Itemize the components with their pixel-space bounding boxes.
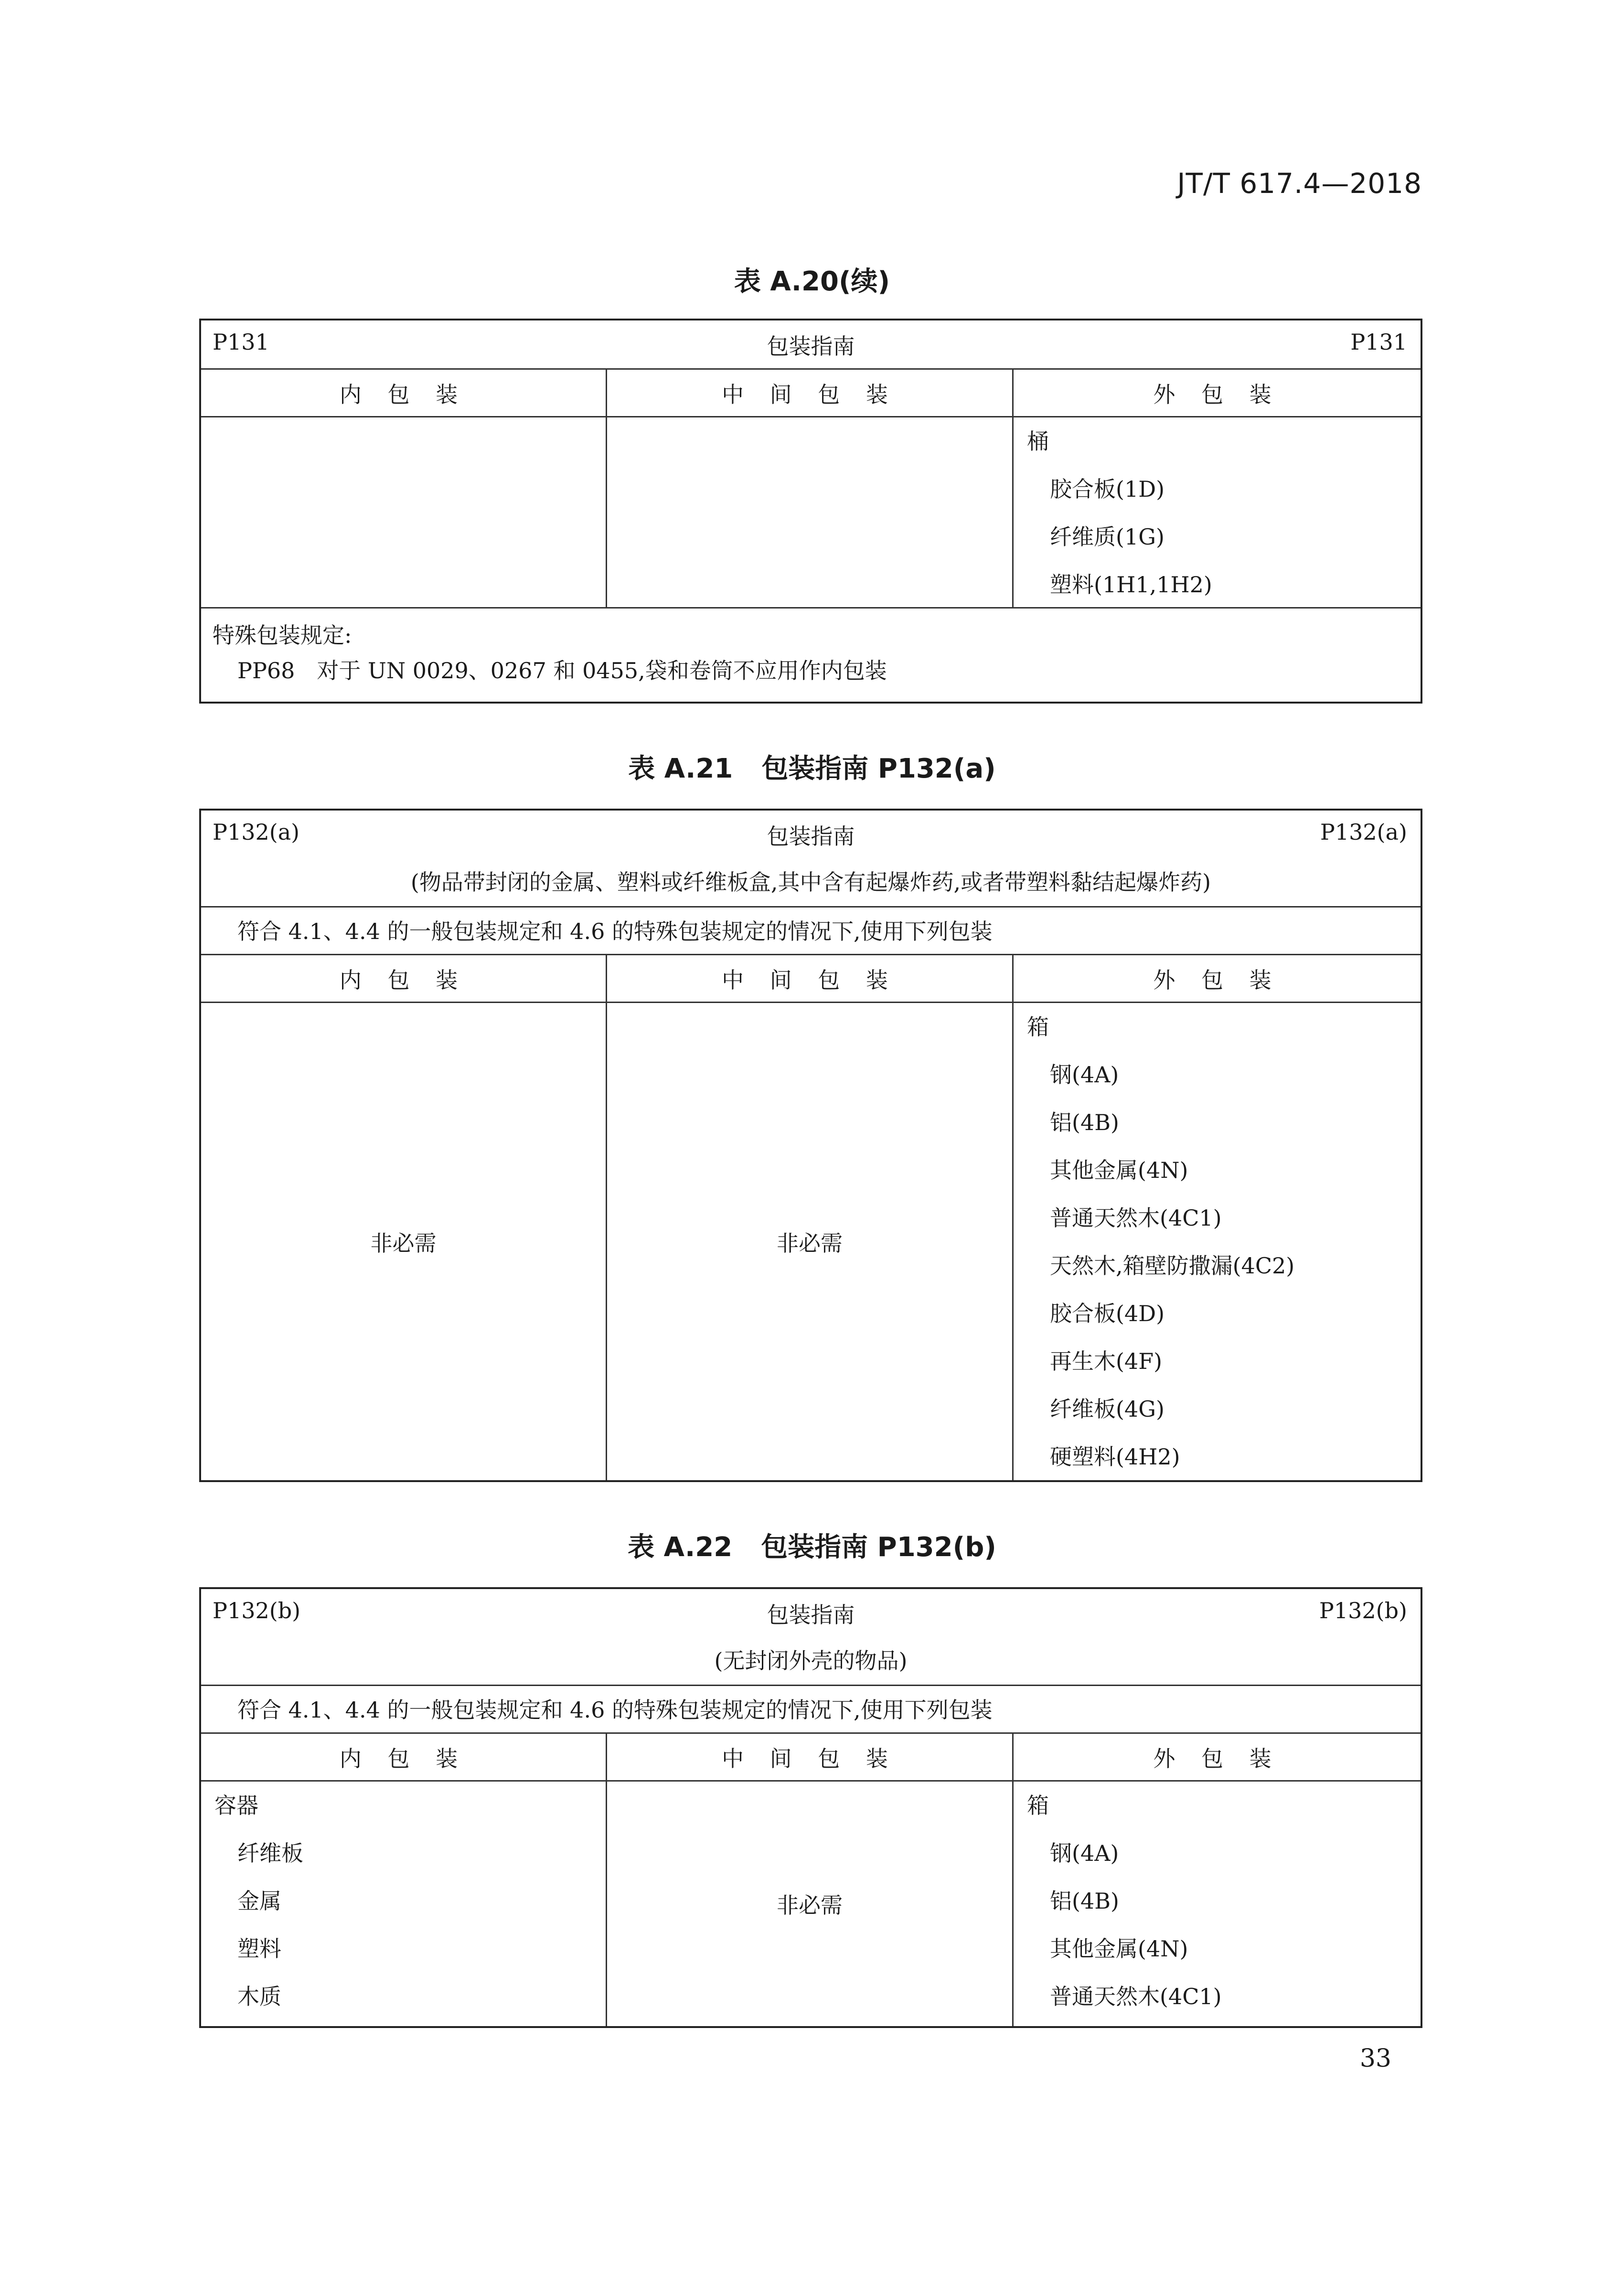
packing-code-right: P132(a): [1320, 819, 1407, 845]
middle-cell: [607, 1782, 1014, 2026]
outer-line: 塑料(1H1,1H2): [1050, 572, 1212, 598]
caption-title: 包装指南 P132(b): [761, 1532, 996, 1563]
caption-title: 包装指南 P132(a): [761, 753, 996, 784]
packaging-body-row: [201, 416, 1421, 607]
packaging-body-row: [201, 1780, 1421, 2026]
col-middle-header: 中 间 包 装: [607, 955, 1014, 1002]
table-a21-caption: [0, 747, 1624, 786]
outer-cell: [1014, 1782, 1421, 2026]
outer-line: 纤维板(4G): [1050, 1396, 1165, 1422]
packing-code-left: P132(a): [213, 819, 300, 845]
outer-line: 其他金属(4N): [1050, 1936, 1188, 1962]
outer-line: 其他金属(4N): [1050, 1157, 1188, 1183]
outer-line: 普通天然木(4C1): [1050, 1205, 1222, 1231]
caption-number: 表 A.22: [628, 1532, 733, 1563]
inner-cell: [201, 1782, 607, 2026]
col-outer-header: 外 包 装: [1153, 967, 1281, 993]
table-a22: [199, 1587, 1422, 2028]
col-inner-header: 内 包 装: [201, 955, 607, 1002]
outer-line: 再生木(4F): [1050, 1348, 1163, 1374]
outer-line: 胶合板(1D): [1050, 476, 1165, 502]
middle-cell: [607, 417, 1014, 607]
outer-line: 钢(4A): [1050, 1062, 1119, 1088]
middle-cell: [607, 1003, 1014, 1480]
table-a22-caption: [0, 1526, 1624, 1564]
inner-line: 容器: [214, 1793, 258, 1818]
inner-line: 金属: [237, 1888, 281, 1914]
conditions-row: 符合 4.1、4.4 的一般包装规定和 4.6 的特殊包装规定的情况下,使用下列包装: [201, 1685, 1421, 1732]
column-header-row: [201, 954, 1421, 1002]
column-header-row: [201, 368, 1421, 416]
inner-line: 塑料: [237, 1936, 281, 1962]
conditions-row: 符合 4.1、4.4 的一般包装规定和 4.6 的特殊包装规定的情况下,使用下列包装: [201, 906, 1421, 954]
table-a22-header-row: [201, 1589, 1421, 1637]
packaging-body-row: [201, 1002, 1421, 1480]
outer-line: 箱: [1027, 1793, 1049, 1818]
inner-value: 非必需: [370, 1230, 437, 1256]
outer-line: 胶合板(4D): [1050, 1301, 1165, 1326]
packing-code-right: P132(b): [1319, 1598, 1407, 1623]
outer-cell: [1014, 417, 1421, 607]
page-number: 33: [1359, 2044, 1391, 2073]
outer-line: 天然木,箱壁防撒漏(4C2): [1050, 1253, 1295, 1279]
packing-heading: 包装指南: [767, 1602, 855, 1628]
outer-line: 钢(4A): [1050, 1840, 1119, 1866]
column-header-row: [201, 1732, 1421, 1780]
outer-line: 桶: [1027, 428, 1049, 454]
outer-line: 普通天然木(4C1): [1050, 1984, 1222, 2009]
outer-line: 硬塑料(4H2): [1050, 1444, 1180, 1470]
col-outer-header: 外 包 装: [1153, 1746, 1281, 1772]
table-a21-subtitle: (物品带封闭的金属、塑料或纤维板盒,其中含有起爆炸药,或者带塑料黏结起爆炸药): [410, 869, 1211, 895]
col-middle-header: 中 间 包 装: [607, 370, 1014, 416]
middle-value: 非必需: [777, 1892, 843, 1918]
middle-value: 非必需: [777, 1230, 843, 1256]
outer-line: 铝(4B): [1050, 1110, 1119, 1135]
col-middle-header: 中 间 包 装: [607, 1734, 1014, 1780]
inner-cell: [201, 417, 607, 607]
standard-number: JT/T 617.4—2018: [1177, 167, 1422, 200]
packing-heading: 包装指南: [767, 333, 855, 359]
table-a20-caption: 表 A.20(续): [734, 266, 890, 297]
outer-line: 箱: [1027, 1014, 1049, 1040]
special-provisions-title: 特殊包装规定:: [213, 622, 352, 648]
special-provision-pp68: PP68 对于 UN 0029、0267 和 0455,袋和卷筒不应用作内包装: [237, 658, 887, 683]
table-a22-subtitle: (无封闭外壳的物品): [714, 1648, 908, 1674]
packing-code-left: P131: [213, 329, 269, 355]
col-inner-header: 内 包 装: [201, 1734, 607, 1780]
outer-cell: [1014, 1003, 1421, 1480]
outer-line: 纤维质(1G): [1050, 524, 1165, 550]
table-a21: [199, 809, 1422, 1482]
table-a21-header-row: [201, 811, 1421, 858]
col-inner-header: 内 包 装: [201, 370, 607, 416]
inner-line: 木质: [237, 1984, 281, 2009]
packing-heading: 包装指南: [767, 823, 855, 849]
packing-code-left: P132(b): [213, 1598, 301, 1623]
inner-cell: [201, 1003, 607, 1480]
col-outer-header: 外 包 装: [1153, 382, 1281, 407]
table-a20: [199, 319, 1422, 704]
packing-code-right: P131: [1350, 329, 1407, 355]
outer-line: 铝(4B): [1050, 1888, 1119, 1914]
table-a20-header-row: [201, 320, 1421, 368]
special-provisions: [201, 607, 1421, 702]
caption-number: 表 A.21: [628, 753, 733, 784]
inner-line: 纤维板: [237, 1840, 303, 1866]
